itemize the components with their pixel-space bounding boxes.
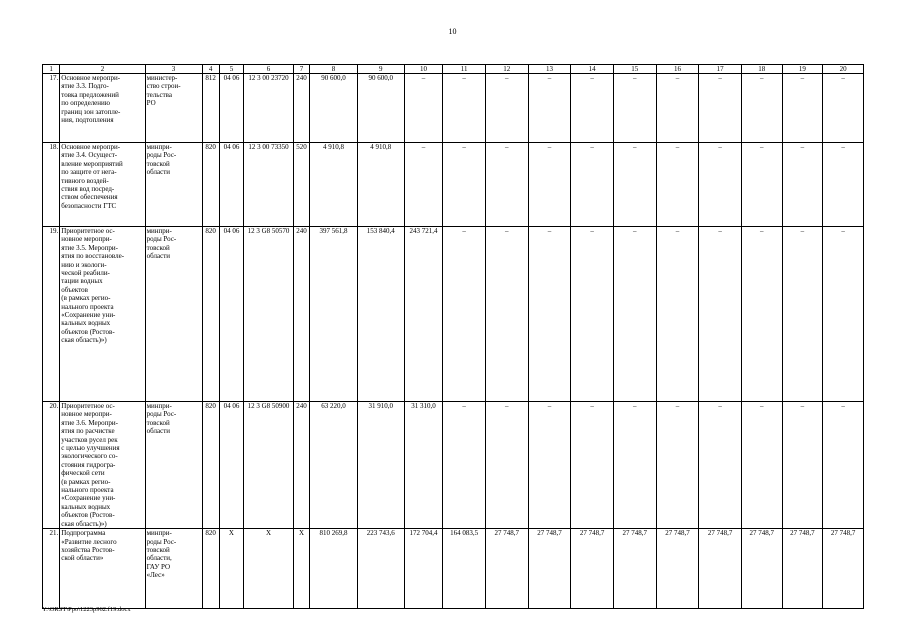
header-cell: 14 — [571, 65, 614, 74]
amount-cell: 153 840,4 — [357, 227, 404, 402]
year-amount-cell: – — [485, 143, 528, 227]
target-code-cell: 12 3 00 23720 — [244, 74, 294, 143]
row-number-cell: 18. — [43, 143, 60, 227]
section-cell: Х — [219, 529, 243, 609]
year-amount-cell: – — [443, 402, 486, 529]
executor-cell: министер- ство строи- тельства РО — [145, 74, 202, 143]
year-amount-cell: – — [782, 143, 823, 227]
year-amount-cell: – — [699, 402, 742, 529]
year-amount-cell: 27 748,7 — [782, 529, 823, 609]
header-cell: 10 — [404, 65, 443, 74]
table-row — [43, 227, 864, 402]
year-amount-cell: – — [528, 402, 571, 529]
year-amount-cell: – — [741, 74, 782, 143]
year-amount-cell: – — [528, 227, 571, 402]
table-row — [43, 402, 864, 529]
header-cell: 12 — [485, 65, 528, 74]
year-amount-cell: – — [613, 143, 656, 227]
year-amount-cell: – — [823, 143, 864, 227]
header-cell: 11 — [443, 65, 486, 74]
measure-name-cell: Приоритетное ос- новное меропри- ятие 3.5. Меропри- ятия по восстановле- нию и экологи- ческой реабили- тации водных объектов (в рамках регио- нального проекта «Сохранение уни- кальных водных объектов (Ростов- ская область)») — [60, 227, 145, 402]
year-amount-cell: – — [823, 402, 864, 529]
executor-cell: минпри- роды Рос- товской области, ГАУ РО «Лес» — [145, 529, 202, 609]
total-cell: 63 220,0 — [310, 402, 358, 529]
year-amount-cell: – — [571, 74, 614, 143]
year-amount-cell: 27 748,7 — [528, 529, 571, 609]
measure-name-cell: Основное меропри- ятие 3.4. Осущест- вление мероприятий по защите от нега- тивного воздей- ствия вод посред- ством обеспечения безопасности ГТС — [60, 143, 145, 227]
year-amount-cell: – — [823, 74, 864, 143]
year-amount-cell: – — [613, 227, 656, 402]
year-amount-cell: – — [741, 402, 782, 529]
code-cell: 820 — [202, 529, 219, 609]
header-cell: 6 — [244, 65, 294, 74]
target-code-cell: Х — [244, 529, 294, 609]
year-amount-cell: – — [656, 227, 699, 402]
amount-cell: 31 910,0 — [357, 402, 404, 529]
amount-cell: – — [404, 74, 443, 143]
row-number-cell: 19. — [43, 227, 60, 402]
header-row — [43, 65, 864, 74]
code-cell: 820 — [202, 143, 219, 227]
year-amount-cell: – — [823, 227, 864, 402]
year-amount-cell: 27 748,7 — [656, 529, 699, 609]
section-cell: 04 06 — [219, 402, 243, 529]
row-number-cell: 21. — [43, 529, 60, 609]
year-amount-cell: – — [782, 74, 823, 143]
year-amount-cell: – — [699, 143, 742, 227]
amount-cell: 172 704,4 — [404, 529, 443, 609]
footer-file-path: Y:\ORST\Ppo\1223p962.f19.docx — [42, 606, 131, 613]
section-cell: 04 06 — [219, 74, 243, 143]
header-cell: 5 — [219, 65, 243, 74]
year-amount-cell: – — [443, 227, 486, 402]
expense-type-cell: Х — [293, 529, 309, 609]
year-amount-cell: – — [571, 227, 614, 402]
budget-table — [42, 64, 864, 609]
amount-cell: 90 600,0 — [357, 74, 404, 143]
code-cell: 820 — [202, 402, 219, 529]
year-amount-cell: – — [656, 74, 699, 143]
year-amount-cell: – — [528, 143, 571, 227]
year-amount-cell: – — [782, 402, 823, 529]
header-cell: 20 — [823, 65, 864, 74]
total-cell: 810 269,8 — [310, 529, 358, 609]
amount-cell: 243 721,4 — [404, 227, 443, 402]
section-cell: 04 06 — [219, 227, 243, 402]
amount-cell: – — [404, 143, 443, 227]
executor-cell: минпри- роды Рос- товской области — [145, 143, 202, 227]
executor-cell: минпри- роды Рос- товской области — [145, 402, 202, 529]
page-number: 10 — [448, 27, 457, 36]
total-cell: 4 910,8 — [310, 143, 358, 227]
year-amount-cell: – — [741, 143, 782, 227]
header-cell: 16 — [656, 65, 699, 74]
header-cell: 2 — [60, 65, 145, 74]
header-cell: 1 — [43, 65, 60, 74]
total-cell: 90 600,0 — [310, 74, 358, 143]
code-cell: 820 — [202, 227, 219, 402]
header-cell: 18 — [741, 65, 782, 74]
year-amount-cell: – — [443, 143, 486, 227]
table-row — [43, 529, 864, 609]
year-amount-cell: 27 748,7 — [699, 529, 742, 609]
year-amount-cell: 164 083,5 — [443, 529, 486, 609]
measure-name-cell: Приоритетное ос- новное меропри- ятие 3.6. Меропри- ятия по расчистке участков русел рек с целью улучшения экологического со- стояния гидрогра- фической сети (в рамках регио- нального проекта «Сохранение уни- кальных водных объектов (Ростов- ская область)») — [60, 402, 145, 529]
target-code-cell: 12 3 G8 50900 — [244, 402, 294, 529]
year-amount-cell: – — [613, 74, 656, 143]
table-row — [43, 143, 864, 227]
row-number-cell: 17. — [43, 74, 60, 143]
header-cell: 9 — [357, 65, 404, 74]
header-cell: 13 — [528, 65, 571, 74]
measure-name-cell: Основное меропри- ятие 3.3. Подго- товка предложений по определению границ зон затопле- ния, подтопления — [60, 74, 145, 143]
year-amount-cell: – — [571, 402, 614, 529]
expense-type-cell: 240 — [293, 402, 309, 529]
section-cell: 04 06 — [219, 143, 243, 227]
expense-type-cell: 520 — [293, 143, 309, 227]
year-amount-cell: – — [741, 227, 782, 402]
table-row — [43, 74, 864, 143]
target-code-cell: 12 3 G8 50570 — [244, 227, 294, 402]
year-amount-cell: – — [656, 402, 699, 529]
year-amount-cell: – — [443, 74, 486, 143]
year-amount-cell: – — [656, 143, 699, 227]
amount-cell: 4 910,8 — [357, 143, 404, 227]
row-number-cell: 20. — [43, 402, 60, 529]
year-amount-cell: – — [571, 143, 614, 227]
year-amount-cell: 27 748,7 — [613, 529, 656, 609]
code-cell: 812 — [202, 74, 219, 143]
year-amount-cell: – — [485, 402, 528, 529]
year-amount-cell: – — [485, 227, 528, 402]
year-amount-cell: 27 748,7 — [741, 529, 782, 609]
header-cell: 15 — [613, 65, 656, 74]
header-cell: 7 — [293, 65, 309, 74]
amount-cell: 223 743,6 — [357, 529, 404, 609]
expense-type-cell: 240 — [293, 74, 309, 143]
header-cell: 8 — [310, 65, 358, 74]
year-amount-cell: – — [528, 74, 571, 143]
amount-cell: 31 310,0 — [404, 402, 443, 529]
expense-type-cell: 240 — [293, 227, 309, 402]
year-amount-cell: 27 748,7 — [485, 529, 528, 609]
total-cell: 397 561,8 — [310, 227, 358, 402]
measure-name-cell: Подпрограмма «Развитие лесного хозяйства Ростов- ской области» — [60, 529, 145, 609]
year-amount-cell: – — [485, 74, 528, 143]
year-amount-cell: – — [613, 402, 656, 529]
year-amount-cell: 27 748,7 — [823, 529, 864, 609]
executor-cell: минпри- роды Рос- товской области — [145, 227, 202, 402]
header-cell: 17 — [699, 65, 742, 74]
target-code-cell: 12 3 00 73350 — [244, 143, 294, 227]
year-amount-cell: – — [699, 74, 742, 143]
year-amount-cell: 27 748,7 — [571, 529, 614, 609]
header-cell: 19 — [782, 65, 823, 74]
header-cell: 3 — [145, 65, 202, 74]
year-amount-cell: – — [699, 227, 742, 402]
year-amount-cell: – — [782, 227, 823, 402]
header-cell: 4 — [202, 65, 219, 74]
